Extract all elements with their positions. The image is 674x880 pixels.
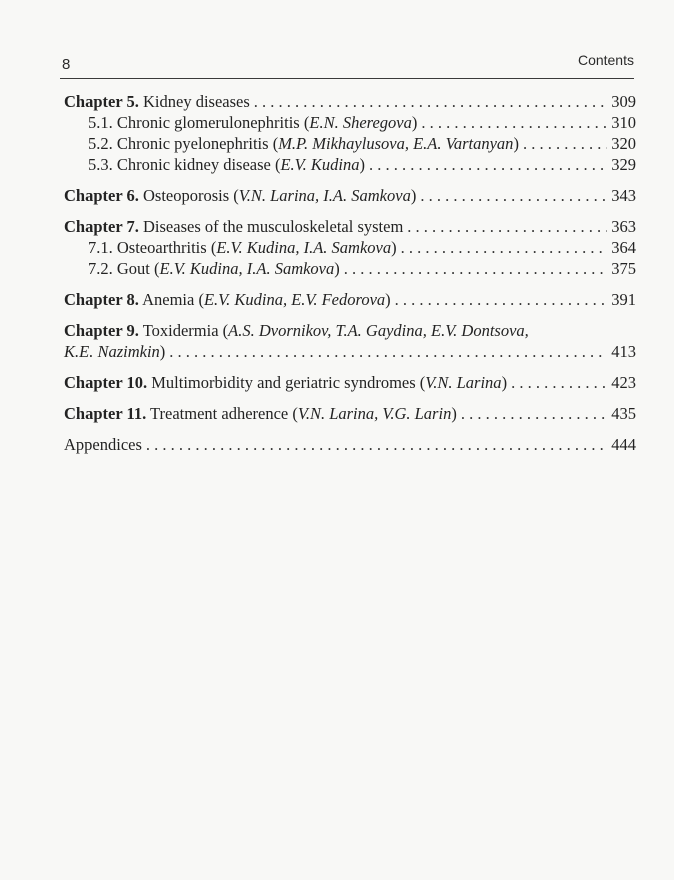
chapter-label: Chapter 5. (64, 92, 139, 111)
page-ref: 309 (611, 92, 636, 111)
page-ref: 413 (611, 342, 636, 361)
page-ref: 423 (611, 373, 636, 392)
entry-authors-line2: K.E. Nazimkin (64, 342, 160, 361)
dot-leader (461, 403, 607, 424)
toc-entry-chapter-6[interactable]: Chapter 6. Osteoporosis (V.N. Larina, I.A. Samkova) . . . 343 (64, 185, 636, 206)
entry-first-line: Chapter 9. Toxidermia (A.S. Dvornikov, T.A. Gaydina, E.V. Dontsova, (64, 321, 529, 340)
dot-leader (169, 341, 607, 362)
entry-title: Osteoarthritis (116, 238, 207, 257)
chapter-label: Chapter 10. (64, 373, 148, 392)
entry-title: Appendices (64, 435, 142, 454)
dot-leader (369, 154, 607, 175)
toc-entry-chapter-8[interactable]: Chapter 8. Anemia (E.V. Kudina, E.V. Fedorova) . . . 391 (64, 289, 636, 310)
entry-authors: E.V. Kudina, E.V. Fedorova (203, 290, 386, 309)
dot-leader (401, 237, 608, 258)
page-header (60, 50, 634, 79)
running-head: Contents (577, 52, 634, 68)
toc-entry-chapter-9[interactable] (64, 320, 636, 362)
entry-authors-line1: A.S. Dvornikov, T.A. Gaydina, E.V. Dontsova, (228, 321, 529, 340)
toc-entry-chapter-11[interactable]: Chapter 11. Treatment adherence (V.N. Larina, V.G. Larin) . . . 435 (64, 403, 636, 424)
dot-leader (420, 185, 607, 206)
entry-title: Multimorbidity and geriatric syndromes (151, 373, 416, 392)
page-ref: 320 (611, 134, 636, 153)
page-ref: 375 (611, 259, 636, 278)
entry-authors: V.N. Larina (425, 373, 502, 392)
page-ref: 364 (611, 238, 636, 257)
page-ref: 310 (611, 113, 636, 132)
entry-title: Gout (116, 259, 150, 278)
entry-title: Toxidermia (142, 321, 219, 340)
section-number: 5.1. (88, 113, 113, 132)
entry-authors: E.V. Kudina (280, 155, 360, 174)
dot-leader (254, 91, 607, 112)
toc-entry-chapter-5[interactable] (64, 91, 636, 112)
dot-leader (523, 133, 607, 154)
entry-authors: E.N. Sheregova (309, 113, 412, 132)
entry-title: Chronic pyelonephritis (116, 134, 269, 153)
section-number: 5.3. (88, 155, 113, 174)
dot-leader (344, 258, 607, 279)
entry-second-line: K.E. Nazimkin) . . . 413 (64, 341, 636, 362)
section-number: 7.2. (88, 259, 113, 278)
dot-leader (395, 289, 608, 310)
toc-entry-7-2[interactable]: 7.2. Gout (E.V. Kudina, I.A. Samkova) . . . 375 (64, 258, 636, 279)
dot-leader (421, 112, 607, 133)
entry-title: Treatment adherence (150, 404, 289, 423)
entry-authors: V.N. Larina, I.A. Samkova (238, 186, 411, 205)
page-ref: 343 (611, 186, 636, 205)
toc-entry-5-1[interactable]: 5.1. Chronic glomerulonephritis (E.N. Sheregova) . . . 310 (64, 112, 636, 133)
entry-authors: E.V. Kudina, I.A. Samkova (216, 238, 392, 257)
chapter-label: Chapter 11. (64, 404, 147, 423)
page-ref: 329 (611, 155, 636, 174)
dot-leader (407, 216, 607, 237)
page-ref: 363 (611, 217, 636, 236)
page-ref: 444 (611, 435, 636, 454)
chapter-label: Chapter 9. (64, 321, 139, 340)
page-ref: 435 (611, 404, 636, 423)
dot-leader (146, 434, 607, 455)
section-number: 7.1. (88, 238, 113, 257)
section-number: 5.2. (88, 134, 113, 153)
entry-title: Chronic kidney disease (116, 155, 271, 174)
toc-entry-5-2[interactable]: 5.2. Chronic pyelonephritis (M.P. Mikhaylusova, E.A. Vartanyan) . . . 320 (64, 133, 636, 154)
chapter-label: Chapter 7. (64, 217, 139, 236)
toc-entry-chapter-7[interactable] (64, 216, 636, 237)
toc-entry-chapter-10[interactable]: Chapter 10. Multimorbidity and geriatric syndromes (V.N. Larina) . . . 423 (64, 372, 636, 393)
entry-title: Anemia (142, 290, 195, 309)
entry-authors: M.P. Mikhaylusova, E.A. Vartanyan (278, 134, 514, 153)
dot-leader (511, 372, 607, 393)
entry-authors: V.N. Larina, V.G. Larin (297, 404, 452, 423)
toc-entry-5-3[interactable]: 5.3. Chronic kidney disease (E.V. Kudina) . . . 329 (64, 154, 636, 175)
page-ref: 391 (611, 290, 636, 309)
chapter-label: Chapter 8. (64, 290, 139, 309)
entry-title: Kidney diseases (143, 92, 250, 111)
entry-title: Osteoporosis (143, 186, 230, 205)
toc-entry-appendices[interactable] (64, 434, 636, 455)
chapter-label: Chapter 6. (64, 186, 139, 205)
entry-authors: E.V. Kudina, I.A. Samkova (159, 259, 335, 278)
entry-title: Chronic glomerulonephritis (116, 113, 300, 132)
page-number: 8 (62, 56, 71, 73)
table-of-contents (64, 91, 636, 455)
toc-entry-7-1[interactable]: 7.1. Osteoarthritis (E.V. Kudina, I.A. Samkova) . . . 364 (64, 237, 636, 258)
entry-title: Diseases of the musculoskeletal system (143, 217, 404, 236)
